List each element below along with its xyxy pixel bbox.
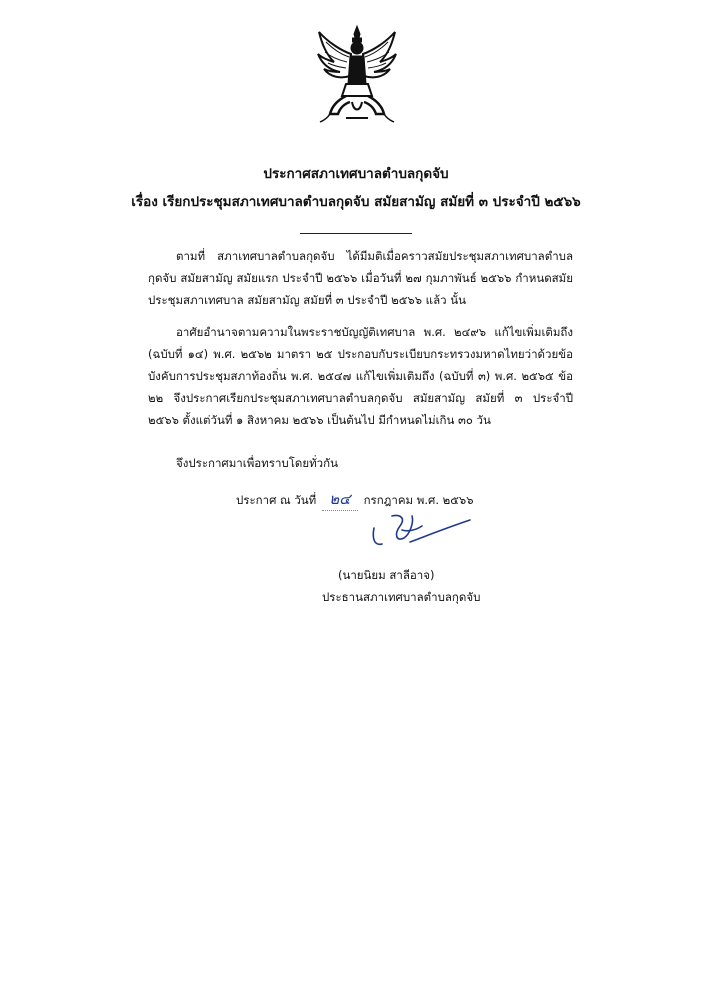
garuda-emblem-icon: [316, 24, 398, 124]
handwritten-signature: [366, 508, 476, 556]
body-paragraph-1: ตามที่ สภาเทศบาลตำบลกุดจับ ได้มีมติเมื่อคราวสมัยประชุมสภาเทศบาลตำบลกุดจับ สมัยสามัญ สมัยแรก ประจำปี ๒๕๖๖ เมื่อวันที่ ๒๗ กุมภาพันธ์ ๒๕๖๖ กำหนดสมัยประชุมสภาเทศบาล สมัยสามัญ สมัยที่ ๓ ประจำปี ๒๕๖๖ แล้ว นั้น: [148, 249, 573, 307]
handwritten-day: ๒๔: [322, 488, 358, 511]
signatory-position: ประธานสภาเทศบาลตำบลกุดจับ: [322, 590, 481, 604]
announcement-title: ประกาศสภาเทศบาลตำบลกุดจับ: [263, 166, 449, 182]
date-prefix: ประกาศ ณ วันที่: [236, 493, 317, 507]
announcement-subject: เรื่อง เรียกประชุมสภาเทศบาลตำบลกุดจับ สมัยสามัญ สมัยที่ ๓ ประจำปี ๒๕๖๖: [131, 194, 581, 210]
signatory-name: (นายนิยม สาลีอาจ): [338, 568, 435, 582]
closing-statement: จึงประกาศมาเพื่อทราบโดยทั่วกัน: [176, 456, 338, 470]
date-suffix: กรกฎาคม พ.ศ. ๒๕๖๖: [363, 493, 474, 507]
title-divider: [300, 233, 412, 234]
body-paragraph-2: อาศัยอำนาจตามความในพระราชบัญญัติเทศบาล พ.ศ. ๒๔๙๖ แก้ไขเพิ่มเติมถึง (ฉบับที่ ๑๔) พ.ศ. ๒๕๖๒ มาตรา ๒๕ ประกอบกับระเบียบกระทรวงมหาดไทยว่าด้วยข้อบังคับการประชุมสภาท้องถิ่น พ.ศ. ๒๕๔๗ แก้ไขเพิ่มเติมถึง (ฉบับที่ ๓) พ.ศ. ๒๕๖๕ ข้อ ๒๒ จึงประกาศเรียกประชุมสภาเทศบาลตำบลกุดจับ สมัยสามัญ สมัยที่ ๓ ประจำปี ๒๕๖๖ ตั้งแต่วันที่ ๑ สิงหาคม ๒๕๖๖ เป็นต้นไป มีกำหนดไม่เกิน ๓๐ วัน: [148, 325, 573, 427]
